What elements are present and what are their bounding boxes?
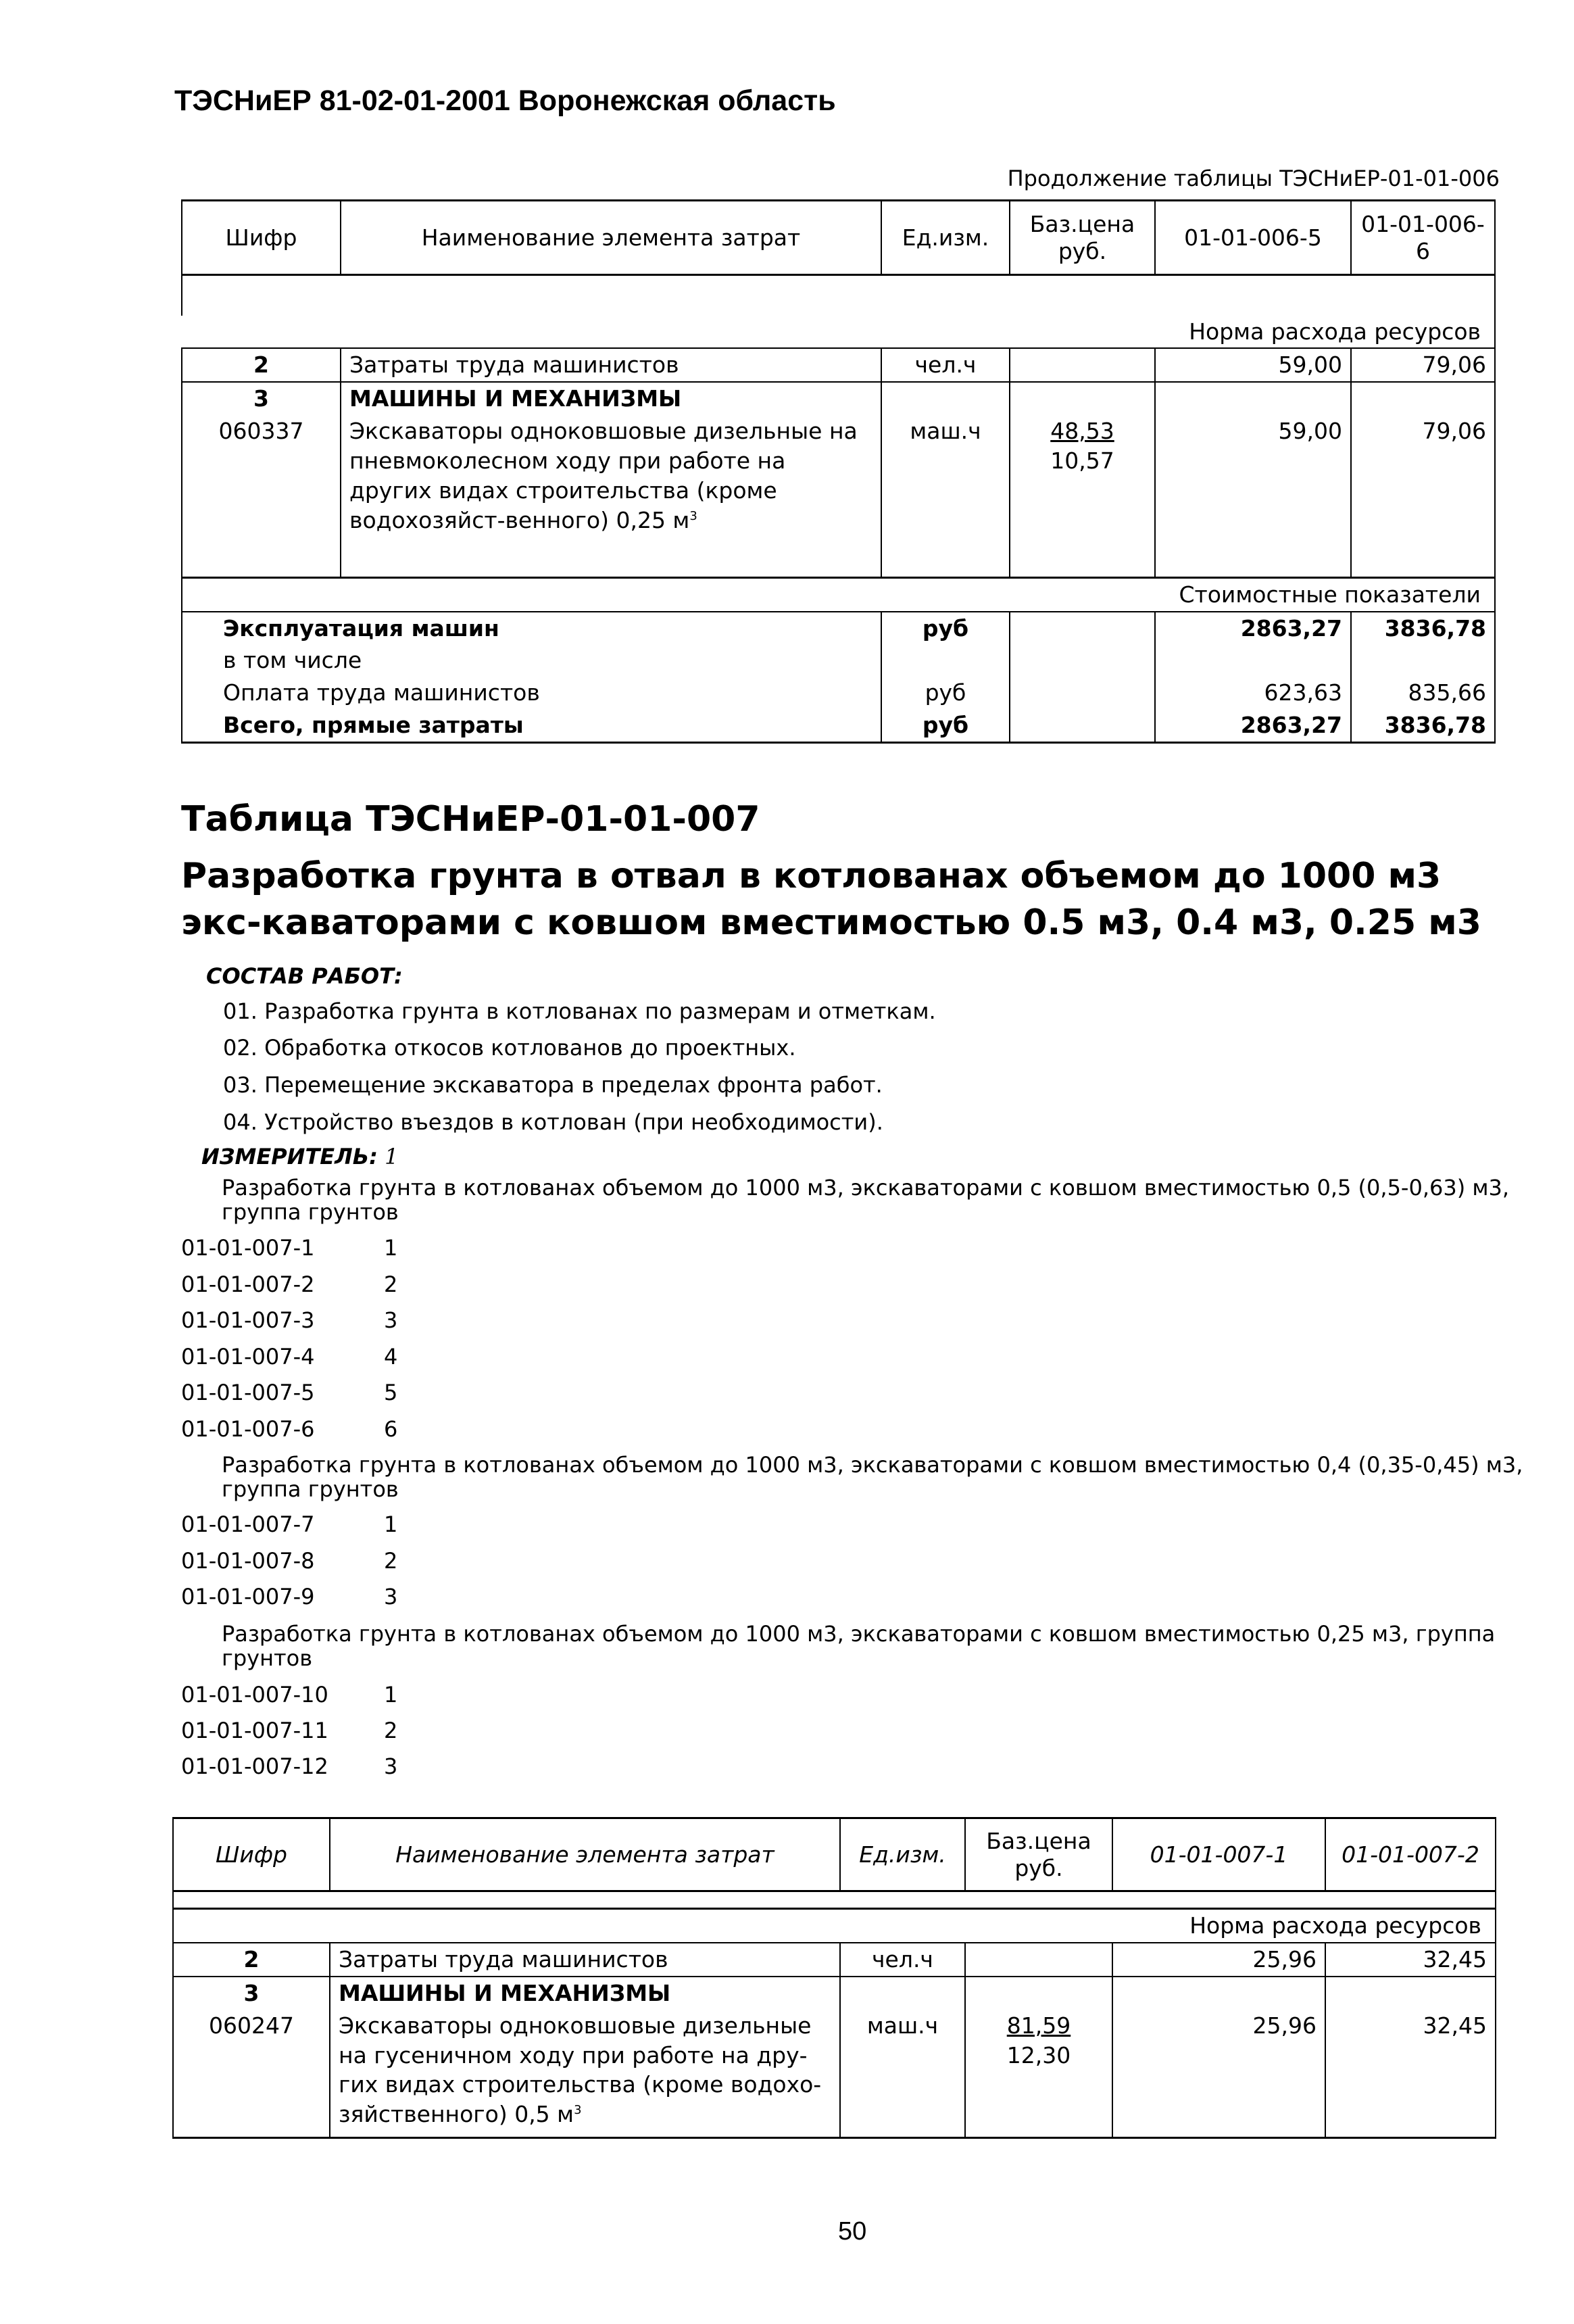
table-row-unit: чел.ч [881, 348, 1010, 382]
col-header-name: Наименование элемента затрат [341, 201, 881, 275]
table-row-value-2: 32,45 [1325, 1943, 1496, 1977]
table-row-code: 3 [182, 382, 341, 415]
table-row-code: 3 [173, 1977, 330, 2010]
col-header-rate-2: 01-01-006-6 [1351, 201, 1495, 275]
table-row-name: Затраты труда машинистов [330, 1943, 840, 1977]
cost-row-unit: руб [881, 612, 1010, 645]
list-item: 01-01-007-12 3 [181, 1753, 398, 1779]
cost-row-value-1: 2863,27 [1155, 612, 1351, 645]
table-row-code: 2 [173, 1943, 330, 1977]
table-row-value-1: 59,00 [1155, 415, 1351, 577]
col-header-code: Шифр [173, 1818, 330, 1891]
document-header: ТЭСНиЕР 81-02-01-2001 Воронежская область [174, 84, 836, 117]
cost-row-unit: руб [881, 709, 1010, 742]
col-header-price: Баз.цена руб. [1010, 201, 1155, 275]
list-item: 01-01-007-3 3 [181, 1307, 398, 1333]
list-item: 01-01-007-9 3 [181, 1584, 398, 1609]
cost-row-unit: руб [881, 677, 1010, 709]
table-subtitle: Разработка грунта в отвал в котлованах объемом до 1000 м3 экс-каваторами с ковшом вместимостью 0.5 м3, 0.4 м3, 0.25 м3 [181, 856, 1481, 944]
resource-table-006 [181, 199, 1496, 744]
col-header-rate-1: 01-01-007-1 [1112, 1818, 1325, 1891]
group-description: Разработка грунта в котлованах объемом до 1000 м3, экскаваторами с ковшом вместимостью 0,5 (0,5-0,63) м3, группа грунтов [222, 1175, 1510, 1225]
page-number: 50 [838, 2217, 867, 2246]
col-header-code: Шифр [182, 201, 341, 275]
col-header-price: Баз.цена руб. [965, 1818, 1112, 1891]
table-row-value-2: 32,45 [1325, 2010, 1496, 2138]
col-header-unit: Ед.изм. [881, 201, 1010, 275]
col-header-rate-2: 01-01-007-2 [1325, 1818, 1496, 1891]
list-item: 01-01-007-1 1 [181, 1235, 398, 1261]
list-item: 01-01-007-2 2 [181, 1272, 398, 1297]
meter-label: ИЗМЕРИТЕЛЬ: [201, 1144, 378, 1169]
table-row-name: Затраты труда машинистов [341, 348, 881, 382]
list-item: 01-01-007-4 4 [181, 1344, 398, 1370]
table-row-name: Экскаваторы одноковшовые дизельные на пневмоколесном ходу при работе на других видах строительства (кроме водохозяйст-венного) 0,25 $м^3$ [341, 415, 881, 577]
norm-band-label: Норма расхода ресурсов [182, 316, 1495, 349]
list-item: 01-01-007-5 5 [181, 1380, 398, 1405]
group-description: Разработка грунта в котлованах объемом до 1000 м3, экскаваторами с ковшом вместимостью 0,4 (0,35-0,45) м3, группа грунтов [222, 1452, 1523, 1502]
meter-line [201, 1144, 398, 1169]
table-row-section-heading: МАШИНЫ И МЕХАНИЗМЫ [341, 382, 881, 415]
table-row-unit: чел.ч [840, 1943, 965, 1977]
cost-row-value-2: 3836,78 [1351, 709, 1495, 742]
table-row-value-1: 25,96 [1112, 2010, 1325, 2138]
table-row-code: 2 [182, 348, 341, 382]
table-row-value-2: 79,06 [1351, 348, 1495, 382]
cost-band-label: Стоимостные показатели [182, 577, 1495, 611]
list-item: 01-01-007-11 2 [181, 1718, 398, 1743]
table-row-price: 81,59 12,30 [965, 2010, 1112, 2138]
work-item: 01. Разработка грунта в котлованах по размерам и отметкам. [223, 998, 936, 1024]
table-continuation-caption: Продолжение таблицы ТЭСНиЕР-01-01-006 [1007, 166, 1500, 191]
resource-table-007 [172, 1817, 1496, 2139]
table-row-value-2: 79,06 [1351, 415, 1495, 577]
cost-row-name: в том числе [182, 644, 881, 677]
col-header-unit: Ед.изм. [840, 1818, 965, 1891]
cost-row-value-2: 3836,78 [1351, 612, 1495, 645]
table-row-section-heading: МАШИНЫ И МЕХАНИЗМЫ [330, 1977, 840, 2010]
norm-band-label: Норма расхода ресурсов [173, 1909, 1496, 1943]
table-row-code: 060247 [173, 2010, 330, 2138]
work-item: 03. Перемещение экскаватора в пределах фронта работ. [223, 1072, 883, 1098]
cost-row-name: Всего, прямые затраты [182, 709, 881, 742]
cost-row-value-1: 623,63 [1155, 677, 1351, 709]
list-item: 01-01-007-7 1 [181, 1511, 398, 1537]
cost-row-name: Оплата труда машинистов [182, 677, 881, 709]
table-row-code: 060337 [182, 415, 341, 577]
list-item: 01-01-007-8 2 [181, 1548, 398, 1574]
table-row-name: Экскаваторы одноковшовые дизельные на гусеничном ходу при работе на дру-гих видах строительства (кроме водохо-зяйственного) 0,5 $м^3$ [330, 2010, 840, 2138]
meter-value: 1 [385, 1144, 399, 1169]
table-title: Таблица ТЭСНиЕР-01-01-007 [181, 799, 760, 840]
table-row-unit: маш.ч [840, 2010, 965, 2138]
col-header-name: Наименование элемента затрат [330, 1818, 840, 1891]
work-item: 02. Обработка откосов котлованов до проектных. [223, 1035, 796, 1061]
work-item: 04. Устройство въездов в котлован (при необходимости). [223, 1109, 883, 1135]
table-row-unit: маш.ч [881, 415, 1010, 577]
list-item: 01-01-007-10 1 [181, 1682, 398, 1708]
table-row-value-1: 59,00 [1155, 348, 1351, 382]
cost-row-value-2: 835,66 [1351, 677, 1495, 709]
table-row-value-1: 25,96 [1112, 1943, 1325, 1977]
table-row-price: 48,53 10,57 [1010, 415, 1155, 577]
works-label: СОСТАВ РАБОТ: [206, 963, 403, 989]
cost-row-name: Эксплуатация машин [182, 612, 881, 645]
group-description: Разработка грунта в котлованах объемом до 1000 м3, экскаваторами с ковшом вместимостью 0,25 м3, группа грунтов [222, 1621, 1496, 1671]
list-item: 01-01-007-6 6 [181, 1416, 398, 1442]
cost-row-value-1: 2863,27 [1155, 709, 1351, 742]
col-header-rate-1: 01-01-006-5 [1155, 201, 1351, 275]
